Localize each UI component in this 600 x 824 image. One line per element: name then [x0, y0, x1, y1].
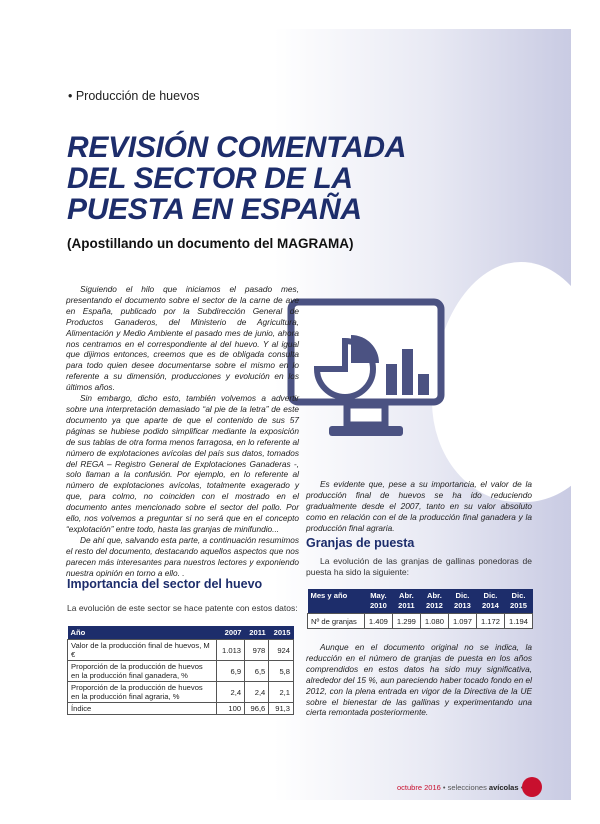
header-month: Abr. — [399, 591, 414, 600]
table-cell: 924 — [269, 640, 294, 661]
section-heading-importancia: Importancia del sector del huevo — [67, 577, 263, 591]
footer-separator: • — [442, 783, 446, 792]
table-cell: 5,8 — [269, 661, 294, 682]
table-cell: 2,4 — [245, 682, 269, 703]
table-cell: 1.013 — [217, 640, 245, 661]
table-header-cell — [420, 589, 448, 614]
footer-brand-prefix: selecciones — [447, 783, 489, 792]
footer-brand: avícolas — [488, 783, 519, 792]
header-month: Dic. — [511, 591, 526, 600]
table-cell: 2,4 — [217, 682, 245, 703]
table-row — [68, 703, 294, 715]
table-header-cell — [476, 589, 504, 614]
section-tag: • Producción de huevos — [68, 89, 200, 103]
table-cell: Valor de la producción final de huevos, M € — [68, 640, 217, 661]
section-heading-granjas: Granjas de puesta — [306, 536, 415, 550]
body-paragraph: Siguiendo el hilo que iniciamos el pasado mes, presentando el documento sobre el sector de la carne de ave en España, publicado por la Subdirección General de Productos Ganaderos, del Ministerio de Agricultura, Alimentación y Medio Ambiente el pasado mes de junio, ahora nos centramos en el correspondiente al del huevo. Y al igual que dijimos entonces, creemos que es de obligada consulta para todo quien desee documentarse sobre el mismo en lo referente a su dimensión, producciones y evolución en los últimos años. — [66, 284, 299, 393]
headline-line-2: DEL SECTOR DE LA — [67, 162, 353, 195]
table-cell: Proporción de la producción de huevos en la producción final agraria, % — [68, 682, 217, 703]
headline-line-3: PUESTA EN ESPAÑA — [67, 193, 362, 226]
body-column-left — [66, 284, 299, 578]
body-paragraph: De ahí que, salvando esta parte, a continuación resumimos el resto del documento, destacando aquellos aspectos que nos parecen más interesantes para nuestros lectores y exponiendo nuestra opinión en torno a ello. . — [66, 534, 299, 578]
monitor-chart-icon — [287, 298, 447, 440]
header-month: Dic. — [483, 591, 498, 600]
table-cell: 91,3 — [269, 703, 294, 715]
table-cell: 1.097 — [448, 614, 476, 629]
body-paragraph: Es evidente que, pese a su importancia, el valor de la producción final de huevos se ha ido reduciendo gradualmente desde el 2007, tanto en su valor absoluto como en relación con el de la producción final ganadera y la producción final agraria. — [306, 479, 532, 533]
section-intro: La evolución de este sector se hace patente con estos datos: — [67, 603, 298, 613]
table-cell: 6,9 — [217, 661, 245, 682]
table-cell: 1.299 — [392, 614, 420, 629]
table-cell: 1.172 — [476, 614, 504, 629]
headline-line-1: REVISIÓN COMENTADA — [67, 131, 407, 164]
table-header-cell — [364, 589, 392, 614]
table-header-cell: 2007 — [217, 626, 245, 640]
table-row — [68, 682, 294, 703]
body-paragraph: Aunque en el documento original no se indica, la reducción en el número de granjas de puesta en los años comprendidos en estos datos ha sido muy significativa, alrededor del 15 %, aun pareciendo haber tocado fondo en el 2012, con la plena entrada en vigor de la Directiva de la UE sobre el bienestar de las gallinas y experimentando una cierta remontada posteriormente. — [306, 642, 532, 718]
table-cell: 2,1 — [269, 682, 294, 703]
table-header-cell: Año — [68, 626, 217, 640]
table-cell: 1.194 — [504, 614, 532, 629]
header-month: May. — [370, 591, 387, 600]
table-cell: Nº de granjas — [308, 614, 365, 629]
header-year: 2014 — [482, 601, 499, 610]
table-row — [308, 614, 533, 629]
laying-farms-table — [307, 589, 533, 629]
footer-date: octubre 2016 — [397, 783, 441, 792]
table-header-row — [68, 626, 294, 640]
header-year: 2010 — [369, 601, 387, 610]
page-footer — [397, 782, 535, 792]
table-cell: Índice — [68, 703, 217, 715]
article-headline — [67, 132, 407, 225]
header-year: 2015 — [510, 601, 527, 610]
table-cell: 1.409 — [364, 614, 392, 629]
table-row — [68, 661, 294, 682]
table-header-cell — [392, 589, 420, 614]
table-header-cell: 2011 — [245, 626, 269, 640]
header-year: 2013 — [453, 601, 471, 610]
table-header-cell: Mes y año — [308, 589, 365, 614]
article-subtitle: (Apostillando un documento del MAGRAMA) — [67, 236, 354, 251]
table-row — [68, 640, 294, 661]
body-column-right-top — [306, 479, 532, 534]
header-month: Dic. — [455, 591, 470, 600]
production-value-table — [67, 626, 294, 715]
table-cell: 1.080 — [420, 614, 448, 629]
table-cell: Proporción de la producción de huevos en la producción final ganadera, % — [68, 661, 217, 682]
header-year: 2011 — [398, 601, 415, 610]
table-header-cell: 2015 — [269, 626, 294, 640]
table-header-cell — [448, 589, 476, 614]
table-cell: 96,6 — [245, 703, 269, 715]
table-cell: 6,5 — [245, 661, 269, 682]
header-year: 2012 — [425, 601, 443, 610]
body-column-right-bottom — [306, 642, 532, 718]
magazine-logo-icon — [522, 777, 542, 797]
table-header-row — [308, 589, 533, 614]
table-cell: 978 — [245, 640, 269, 661]
section-intro: La evolución de las granjas de gallinas ponedoras de puesta ha sido la siguiente: — [306, 556, 532, 577]
header-month: Abr. — [427, 591, 442, 600]
body-paragraph: Sin embargo, dicho esto, también volvemos a advertir sobre una interpretación demasiado “al pie de la letra” de este documento ya que aparte de que el contenido de sus 57 páginas se hubiese podido simplificar mediante la exposición de sus tablas de otra forma menos farragosa, en lo referente al número de explotaciones avícolas del país sus datos, tomados del REGA – Registro General de Explotaciones Ganaderas -, solo llaman a la confusión. Por ejemplo, en lo referente al número de explotaciones avícolas, totalmente exagerado y que, para colmo, no coinciden con el mostrado en el documento antes mencionado sobre el sector del pollo. Por ello, nos volvemos a preguntar si no será que en el concepto “explotación” entre todo, hasta las granjas de minifundio... — [66, 393, 299, 534]
table-header-cell — [504, 589, 532, 614]
table-cell: 100 — [217, 703, 245, 715]
